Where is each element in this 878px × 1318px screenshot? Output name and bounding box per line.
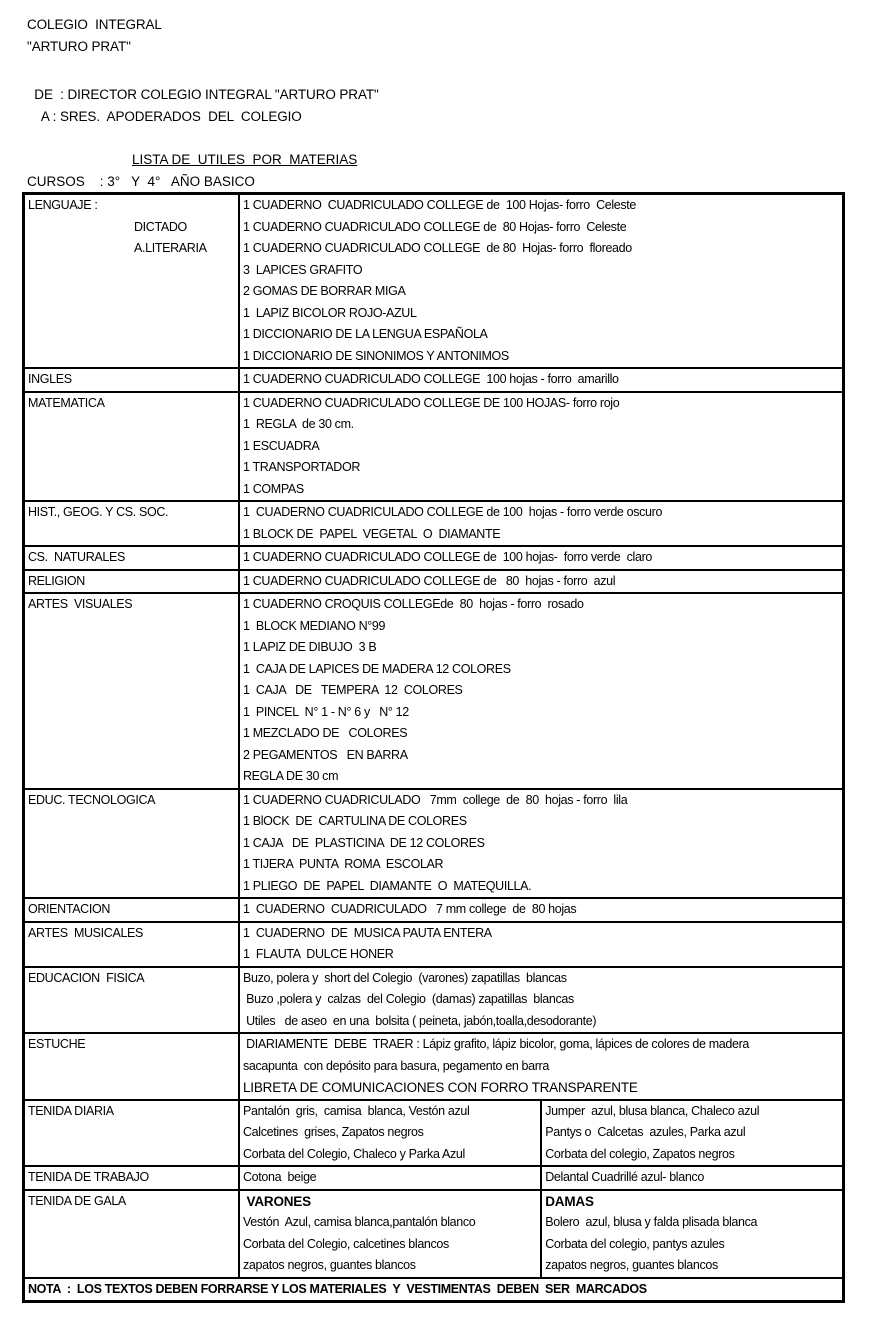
subject-row-religion xyxy=(24,570,844,594)
list-item: 1 COMPAS xyxy=(243,481,304,496)
uniform-cell xyxy=(24,1190,240,1278)
list-item: DIARIAMENTE DEBE TRAER : Lápiz grafito, lápiz bicolor, goma, lápices de colores de madera xyxy=(243,1037,749,1051)
items-cell xyxy=(239,789,844,899)
list-item: 1 CUADERNO CUADRICULADO COLLEGE de 100 hojas - forro verde oscuro xyxy=(243,505,663,519)
girls-uniform-cell xyxy=(541,1166,843,1190)
subject-row-tecnologia xyxy=(24,789,844,899)
libreta-notice: LIBRETA DE COMUNICACIONES CON FORRO TRANSPARENTE xyxy=(243,1080,638,1095)
list-item: 1 CUADERNO CUADRICULADO COLLEGE de 100 hojas- forro verde claro xyxy=(243,550,652,564)
list-item: Utiles de aseo en una bolsita ( peineta, jabón,toalla,desodorante) xyxy=(243,1013,597,1028)
items-cell xyxy=(239,967,844,1034)
list-item: 1 BlOCK DE CARTULINA DE COLORES xyxy=(243,814,467,828)
list-item: Calcetines grises, Zapatos negros xyxy=(243,1125,424,1139)
list-item: 1 ESCUADRA xyxy=(243,438,320,453)
list-item: 1 CUADERNO CUADRICULADO COLLEGE 100 hojas - forro amarillo xyxy=(243,372,619,386)
items-cell xyxy=(239,1033,844,1100)
note-cell xyxy=(24,1278,844,1302)
from-line: DE : DIRECTOR COLEGIO INTEGRAL "ARTURO PRAT" xyxy=(27,87,379,102)
uniform-name: TENIDA DE GALA xyxy=(28,1193,126,1208)
items-cell xyxy=(239,922,844,967)
list-item: 1 LAPIZ DE DIBUJO 3 B xyxy=(243,640,377,654)
subject-name: ORIENTACION xyxy=(28,902,111,916)
list-item: 1 TIJERA PUNTA ROMA ESCOLAR xyxy=(243,857,444,871)
list-item: Bolero azul, blusa y falda plisada blanca xyxy=(545,1215,758,1229)
subject-name: EDUCACION FISICA xyxy=(28,970,145,985)
subject-cell xyxy=(24,570,240,594)
list-item: 1 CUADERNO CUADRICULADO 7mm college de 80 hojas - forro lila xyxy=(243,792,628,807)
subject-row-matematica xyxy=(24,392,844,502)
subject-row-lenguaje xyxy=(24,194,844,369)
to-line: A : SRES. APODERADOS DEL COLEGIO xyxy=(27,109,302,124)
school-name-line1: COLEGIO INTEGRAL xyxy=(27,17,162,32)
subject-row-historia xyxy=(24,501,844,546)
subject-sublabel: A.LITERARIA xyxy=(134,241,207,255)
supplies-table xyxy=(22,192,845,1303)
list-item: Pantalón gris, camisa blanca, Vestón azul xyxy=(243,1103,470,1118)
subject-cell xyxy=(24,922,240,967)
boys-uniform-cell xyxy=(239,1190,541,1278)
subject-name: EDUC. TECNOLOGICA xyxy=(28,792,156,807)
items-cell xyxy=(239,570,844,594)
girls-heading: DAMAS xyxy=(545,1193,594,1209)
list-item: 1 CUADERNO CUADRICULADO COLLEGE DE 100 HOJAS- forro rojo xyxy=(243,395,620,410)
list-item: 1 CUADERNO CUADRICULADO COLLEGE de 80 hojas - forro azul xyxy=(243,573,616,588)
items-cell xyxy=(239,898,844,922)
list-item: Corbata del colegio, pantys azules xyxy=(545,1236,725,1251)
courses-line: CURSOS : 3° Y 4° AÑO BASICO xyxy=(27,174,255,189)
boys-heading: VARONES xyxy=(243,1193,311,1209)
list-item: 1 TRANSPORTADOR xyxy=(243,460,360,474)
subject-row-orientacion xyxy=(24,898,844,922)
list-item: 1 CUADERNO CUADRICULADO COLLEGE de 80 Hojas- forro floreado xyxy=(243,241,632,255)
school-name-line2: "ARTURO PRAT" xyxy=(27,39,131,54)
uniform-row-trabajo xyxy=(24,1166,844,1190)
items-cell xyxy=(239,194,844,369)
list-item: 1 CUADERNO DE MUSICA PAUTA ENTERA xyxy=(243,925,492,940)
list-item: Cotona beige xyxy=(243,1170,317,1184)
subject-name: ARTES MUSICALES xyxy=(28,925,144,940)
list-item: 3 LAPICES GRAFITO xyxy=(243,262,363,277)
list-item: sacapunta con depósito para basura, pegamento en barra xyxy=(243,1058,549,1073)
subject-cell xyxy=(24,1033,240,1100)
subject-name: ARTES VISUALES xyxy=(28,597,133,611)
subject-row-estuche xyxy=(24,1033,844,1100)
subject-name: LENGUAJE : xyxy=(28,198,98,212)
items-cell xyxy=(239,368,844,392)
subject-name: HIST., GEOG. Y CS. SOC. xyxy=(28,505,169,519)
list-item: 1 BLOCK DE PAPEL VEGETAL O DIAMANTE xyxy=(243,526,501,541)
list-item: zapatos negros, guantes blancos xyxy=(545,1258,718,1272)
subject-row-ingles xyxy=(24,368,844,392)
subject-name: CS. NATURALES xyxy=(28,550,125,564)
uniform-name: TENIDA DE TRABAJO xyxy=(28,1170,149,1184)
list-item: 1 CAJA DE LAPICES DE MADERA 12 COLORES xyxy=(243,661,511,676)
list-item: Delantal Cuadrillé azul- blanco xyxy=(545,1170,704,1184)
list-item: 1 REGLA de 30 cm. xyxy=(243,417,354,431)
subject-row-educacion-fisica xyxy=(24,967,844,1034)
list-item: 1 CAJA DE PLASTICINA DE 12 COLORES xyxy=(243,835,485,850)
document-title: LISTA DE UTILES POR MATERIAS xyxy=(132,152,358,167)
list-item: 1 BLOCK MEDIANO N°99 xyxy=(243,618,386,633)
subject-cell xyxy=(24,194,240,369)
girls-uniform-cell xyxy=(541,1100,843,1167)
subject-cell xyxy=(24,789,240,899)
list-item: Pantys o Calcetas azules, Parka azul xyxy=(545,1125,746,1139)
uniform-cell xyxy=(24,1166,240,1190)
items-cell xyxy=(239,501,844,546)
note-row xyxy=(24,1278,844,1302)
uniform-row-diaria xyxy=(24,1100,844,1167)
subject-cell xyxy=(24,368,240,392)
list-item: Buzo ,polera y calzas del Colegio (damas) zapatillas blancas xyxy=(243,992,574,1006)
list-item: Corbata del Colegio, calcetines blancos xyxy=(243,1236,449,1251)
subject-cell xyxy=(24,546,240,570)
subject-name: MATEMATICA xyxy=(28,395,105,410)
list-item: 1 DICCIONARIO DE LA LENGUA ESPAÑOLA xyxy=(243,327,488,341)
list-item: Corbata del colegio, Zapatos negros xyxy=(545,1146,735,1161)
subject-row-artes-visuales xyxy=(24,593,844,789)
list-item: 1 CUADERNO CUADRICULADO COLLEGE de 100 Hojas- forro Celeste xyxy=(243,198,637,212)
note-text: NOTA : LOS TEXTOS DEBEN FORRARSE Y LOS MATERIALES Y VESTIMENTAS DEBEN SER MARCADOS xyxy=(28,1281,647,1296)
list-item: Jumper azul, blusa blanca, Chaleco azul xyxy=(545,1103,760,1118)
subject-cell xyxy=(24,593,240,789)
list-item: 1 DICCIONARIO DE SINONIMOS Y ANTONIMOS xyxy=(243,348,509,363)
list-item: 1 CUADERNO CUADRICULADO COLLEGE de 80 Hojas- forro Celeste xyxy=(243,219,627,234)
subject-row-artes-musicales xyxy=(24,922,844,967)
uniform-name: TENIDA DIARIA xyxy=(28,1103,114,1118)
girls-uniform-cell xyxy=(541,1190,843,1278)
list-item: 1 CAJA DE TEMPERA 12 COLORES xyxy=(243,683,463,697)
list-item: 1 CUADERNO CUADRICULADO 7 mm college de 80 hojas xyxy=(243,902,577,916)
subject-cell xyxy=(24,898,240,922)
list-item: 1 LAPIZ BICOLOR ROJO-AZUL xyxy=(243,305,417,320)
subject-name: INGLES xyxy=(28,372,72,386)
list-item: 1 PLIEGO DE PAPEL DIAMANTE O MATEQUILLA. xyxy=(243,878,532,893)
subject-cell xyxy=(24,967,240,1034)
items-cell xyxy=(239,546,844,570)
list-item: 1 CUADERNO CROQUIS COLLEGEde 80 hojas - forro rosado xyxy=(243,597,584,611)
items-cell xyxy=(239,593,844,789)
list-item: 1 MEZCLADO DE COLORES xyxy=(243,726,408,740)
subject-cell xyxy=(24,392,240,502)
boys-uniform-cell xyxy=(239,1100,541,1167)
subject-name: ESTUCHE xyxy=(28,1037,86,1051)
subject-cell xyxy=(24,501,240,546)
list-item: 1 FLAUTA DULCE HONER xyxy=(243,947,394,961)
list-item: 2 GOMAS DE BORRAR MIGA xyxy=(243,284,406,298)
list-item: zapatos negros, guantes blancos xyxy=(243,1258,416,1272)
items-cell xyxy=(239,392,844,502)
boys-uniform-cell xyxy=(239,1166,541,1190)
subject-name: RELIGION xyxy=(28,573,85,588)
list-item: Corbata del Colegio, Chaleco y Parka Azul xyxy=(243,1146,465,1161)
list-item: Vestón Azul, camisa blanca,pantalón blanco xyxy=(243,1215,476,1229)
uniform-cell xyxy=(24,1100,240,1167)
list-item: REGLA DE 30 cm xyxy=(243,769,339,783)
list-item: 2 PEGAMENTOS EN BARRA xyxy=(243,747,408,762)
uniform-row-gala xyxy=(24,1190,844,1278)
list-item: Buzo, polera y short del Colegio (varones) zapatillas blancas xyxy=(243,970,567,985)
list-item: 1 PINCEL N° 1 - N° 6 y N° 12 xyxy=(243,704,409,719)
subject-sublabel: DICTADO xyxy=(134,219,187,234)
subject-row-ciencias-naturales xyxy=(24,546,844,570)
